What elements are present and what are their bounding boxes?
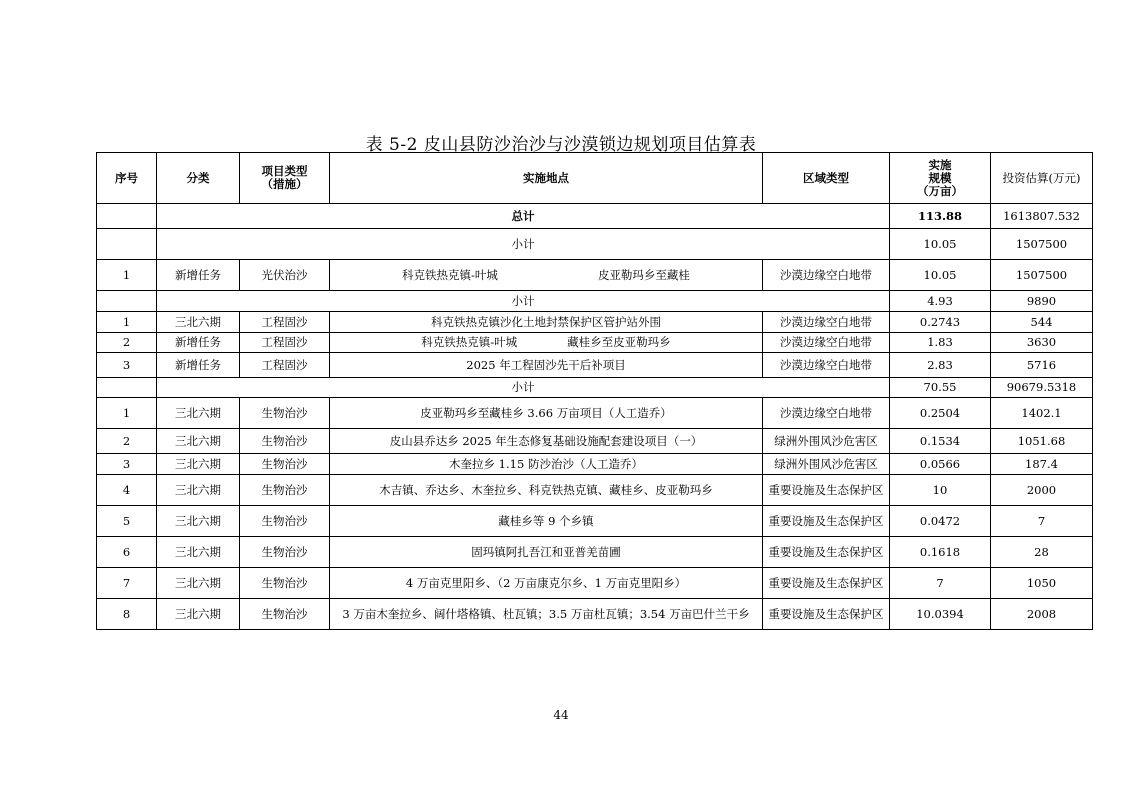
header-investment: 投资估算(万元) xyxy=(991,153,1093,204)
table-row: 4 三北六期 生物治沙 木吉镇、乔达乡、木奎拉乡、科克铁热克镇、藏桂乡、皮亚勒玛乡 重要设施及生态保护区 10 2000 xyxy=(97,475,1093,506)
table-title: 表 5-2 皮山县防沙治沙与沙漠锁边规划项目估算表 xyxy=(365,135,757,155)
header-region: 区域类型 xyxy=(763,153,890,204)
total-scale: 113.88 xyxy=(890,204,991,229)
total-row xyxy=(97,204,1093,229)
table-row: 8 三北六期 生物治沙 3 万亩木奎拉乡、阔什塔格镇、杜瓦镇；3.5 万亩杜瓦镇；3.54 万亩巴什兰干乡 重要设施及生态保护区 10.0394 2008 xyxy=(97,599,1093,630)
page-number: 44 xyxy=(553,708,569,722)
budget-table xyxy=(96,152,1093,630)
table-row: 6 三北六期 生物治沙 固玛镇阿扎吾江和亚普羌苗圃 重要设施及生态保护区 0.1618 28 xyxy=(97,537,1093,568)
table-row: 3 新增任务 工程固沙 2025 年工程固沙先干后补项目 沙漠边缘空白地带 2.83 5716 xyxy=(97,353,1093,378)
table-row: 7 三北六期 生物治沙 4 万亩克里阳乡、（2 万亩康克尔乡、1 万亩克里阳乡） 重要设施及生态保护区 7 1050 xyxy=(97,568,1093,599)
total-label: 总计 xyxy=(157,204,890,229)
header-location: 实施地点 xyxy=(330,153,763,204)
table-row: 5 三北六期 生物治沙 藏桂乡等 9 个乡镇 重要设施及生态保护区 0.0472 7 xyxy=(97,506,1093,537)
header-type: 项目类型 （措施） xyxy=(240,153,330,204)
table-row: 1 三北六期 工程固沙 科克铁热克镇沙化土地封禁保护区管护站外围 沙漠边缘空白地带 0.2743 544 xyxy=(97,312,1093,333)
header-scale: 实施 规模 （万亩） xyxy=(890,153,991,204)
table-row: 2 新增任务 工程固沙 科克铁热克镇-叶城 藏桂乡至皮亚勒玛乡 沙漠边缘空白地带 1.83 3630 xyxy=(97,333,1093,353)
header-category: 分类 xyxy=(157,153,240,204)
subtotal-row: 小计 70.55 90679.5318 xyxy=(97,378,1093,398)
table-row: 2 三北六期 生物治沙 皮山县乔达乡 2025 年生态修复基础设施配套建设项目（一） 绿洲外围风沙危害区 0.1534 1051.68 xyxy=(97,429,1093,454)
table-row: 3 三北六期 生物治沙 木奎拉乡 1.15 防沙治沙（人工造乔） 绿洲外围风沙危害区 0.0566 187.4 xyxy=(97,454,1093,475)
total-investment: 1613807.532 xyxy=(991,204,1093,229)
header-seq: 序号 xyxy=(97,153,157,204)
subtotal-row: 小计 10.05 1507500 xyxy=(97,229,1093,260)
header-row xyxy=(97,153,1093,204)
table-row: 1 三北六期 生物治沙 皮亚勒玛乡至藏桂乡 3.66 万亩项目（人工造乔） 沙漠边缘空白地带 0.2504 1402.1 xyxy=(97,398,1093,429)
subtotal-row: 小计 4.93 9890 xyxy=(97,291,1093,312)
table-row: 1 新增任务 光伏治沙 科克铁热克镇-叶城 皮亚勒玛乡至藏桂 沙漠边缘空白地带 10.05 1507500 xyxy=(97,260,1093,291)
